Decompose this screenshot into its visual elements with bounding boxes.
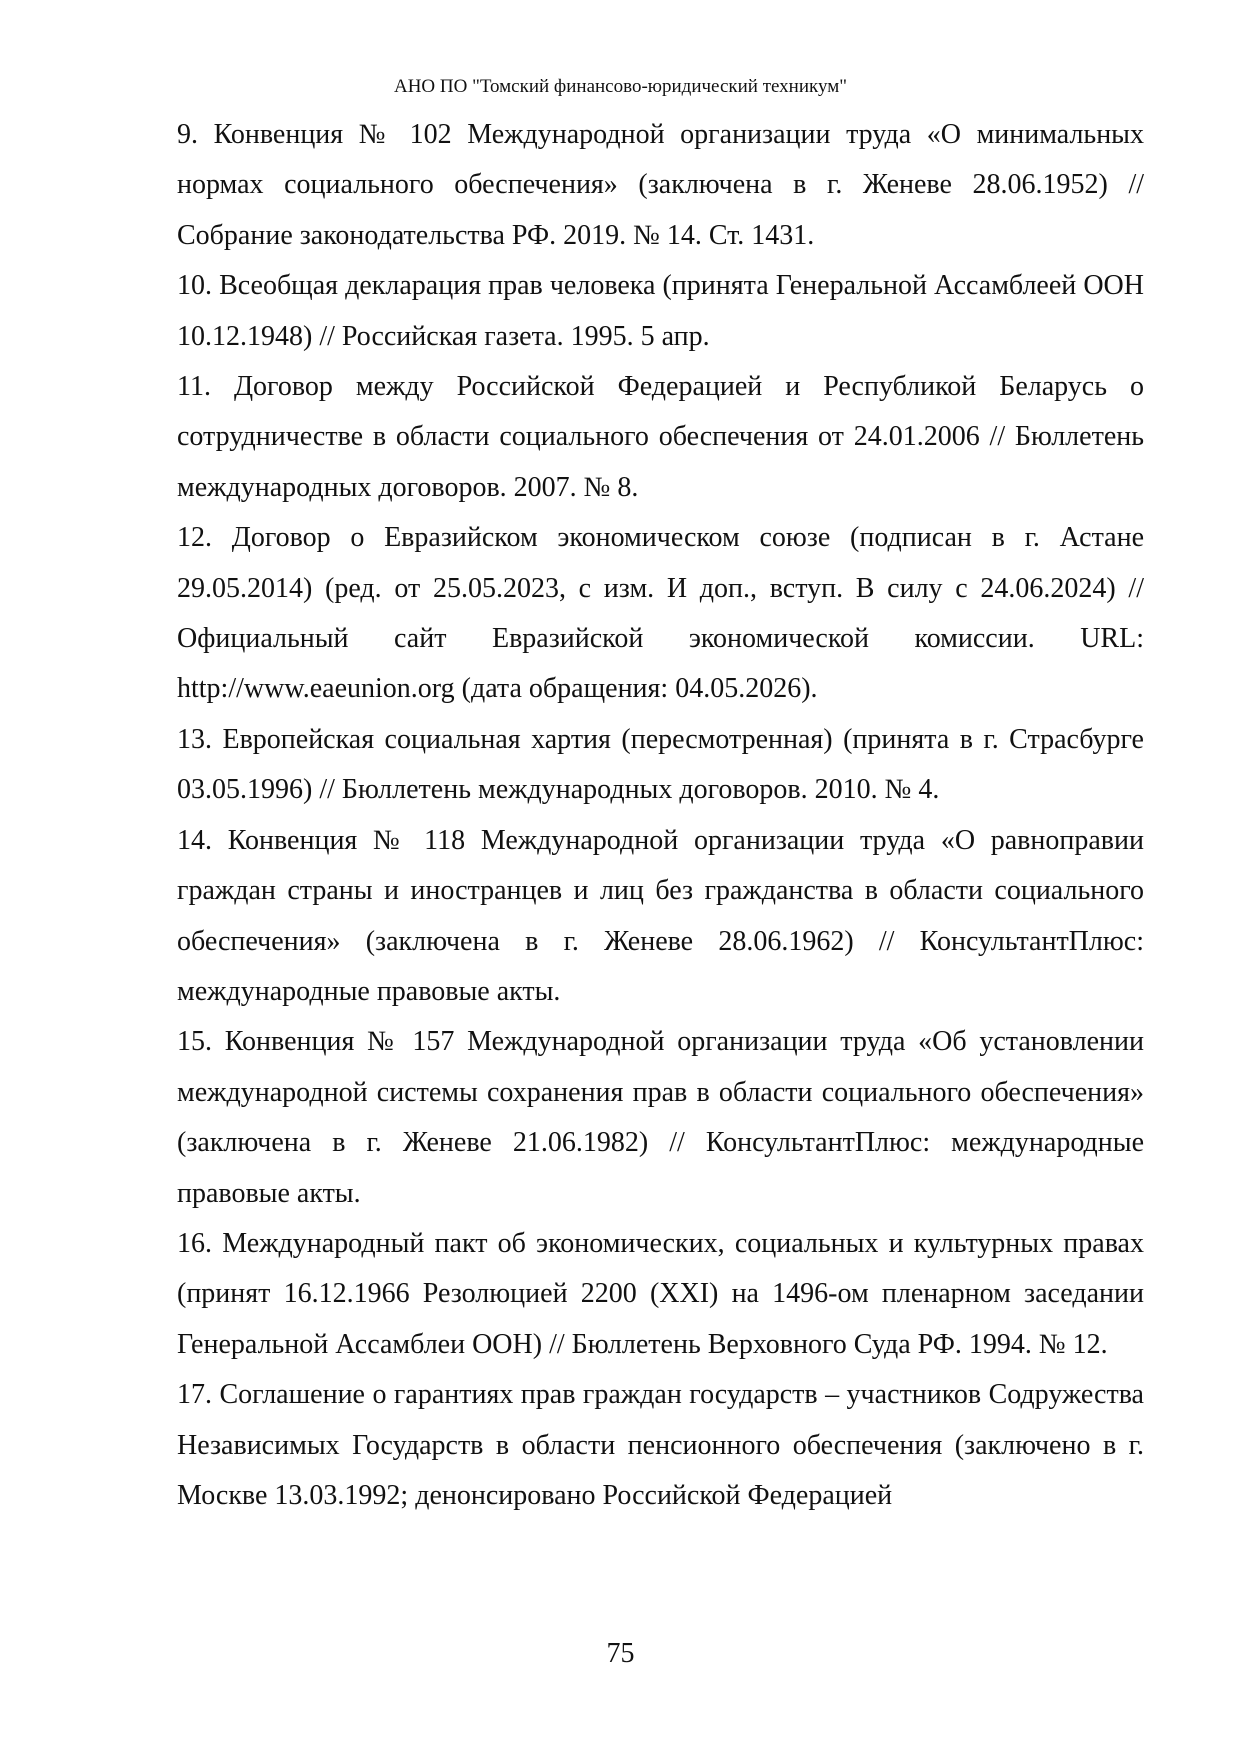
bibliography-entry-11: 11. Договор между Российской Федерацией и Республикой Беларусь о сотрудничестве в области социального обеспечения от 24.01.2006 // Бюллетень международных договоров. 2007. № 8. <box>177 371 1144 503</box>
bibliography-entry-15: 15. Конвенция № 157 Международной организации труда «Об установлении международной системы сохранения прав в области социального обеспечения» (заключена в г. Женеве 21.06.1982) // КонсультантПлюс: международные правовые акты. <box>177 1026 1144 1209</box>
page-number: 75 <box>606 1638 635 1669</box>
page-header: АНО ПО "Томский финансово-юридический техникум" <box>393 76 848 97</box>
bibliography-entry-12: 12. Договор о Евразийском экономическом союзе (подписан в г. Астане 29.05.2014) (ред. от 25.05.2023, с изм. И доп., вступ. В силу с 24.06.2024) // Официальный сайт Евразийской экономической комиссии. URL: http://www.eaeunion.org (дата обращения: 04.05.2026). <box>177 522 1144 705</box>
bibliography-entry-10: 10. Всеобщая декларация прав человека (принята Генеральной Ассамблеей ООН 10.12.1948) // Российская газета. 1995. 5 апр. <box>177 270 1144 352</box>
bibliography-entry-13: 13. Европейская социальная хартия (пересмотренная) (принята в г. Страсбурге 03.05.1996) // Бюллетень международных договоров. 2010. № 4. <box>177 723 1144 806</box>
bibliography-entry-14: 14. Конвенция № 118 Международной организации труда «О равноправии граждан страны и иностранцев и лиц без гражданства в области социального обеспечения» (заключена в г. Женеве 28.06.1962) // КонсультантПлюс: международные правовые акты. <box>177 824 1144 1007</box>
bibliography-list <box>177 110 1144 1521</box>
bibliography-entry-17: 17. Соглашение о гарантиях прав граждан государств – участников Содружества Независимых Государств в области пенсионного обеспечения (заключено в г. Москве 13.03.1992; денонсировано Российской Федерацией <box>177 1379 1144 1511</box>
bibliography-entry-9: 9. Конвенция № 102 Международной организации труда «О минимальных нормах социального обеспечения» (заключена в г. Женеве 28.06.1952) // Собрание законодательства РФ. 2019. № 14. Ст. 1431. <box>177 119 1144 251</box>
bibliography-entry-16: 16. Международный пакт об экономических, социальных и культурных правах (принят 16.12.1966 Резолюцией 2200 (XXI) на 1496-ом пленарном заседании Генеральной Ассамблеи ООН) // Бюллетень Верховного Суда РФ. 1994. № 12. <box>177 1227 1144 1360</box>
